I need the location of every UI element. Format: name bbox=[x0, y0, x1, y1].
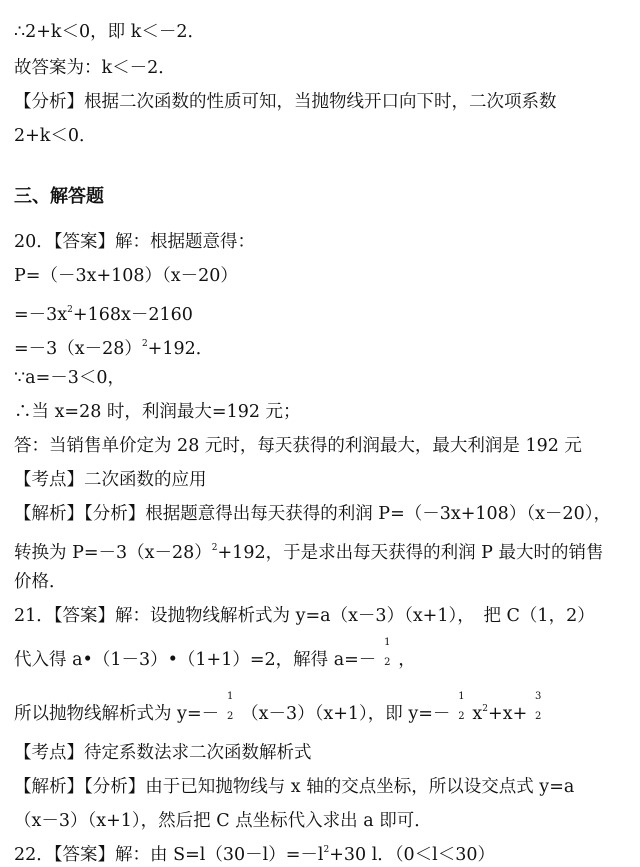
denominator: 2 bbox=[458, 710, 465, 722]
exponent: 2 bbox=[211, 543, 218, 553]
equation-part: +168x－2160 bbox=[72, 305, 193, 325]
explanation-line: 【解析】【分析】根据题意得出每天获得的利润 P=（－3x+108）（x－20）， bbox=[14, 504, 611, 524]
text-part: （x－3）（x+1），即 y=－ bbox=[241, 704, 451, 724]
text-part: 22．【答案】解：由 S=l（30－l）=－l bbox=[14, 845, 324, 865]
answer-20-title: 20．【答案】解：根据题意得： bbox=[14, 232, 256, 252]
numerator: 3 bbox=[535, 690, 542, 702]
knowledge-point-line: 【考点】待定系数法求二次函数解析式 bbox=[14, 743, 312, 763]
text-part: 代入得 a•（1－3）•（1+1）=2，解得 a=－ bbox=[14, 650, 377, 670]
answer-22-title bbox=[14, 838, 636, 867]
exponent: 2 bbox=[141, 339, 148, 349]
denominator: 2 bbox=[535, 710, 542, 722]
fraction bbox=[454, 690, 468, 727]
denominator: 2 bbox=[384, 656, 391, 668]
text-part: 转换为 P=－3（x－28） bbox=[14, 543, 212, 563]
equation-part: +192． bbox=[147, 339, 214, 359]
text-part: +x+ bbox=[488, 704, 528, 724]
knowledge-point-line: 【考点】二次函数的应用 bbox=[14, 470, 207, 490]
exponent: 2 bbox=[67, 305, 73, 315]
text-line: 故答案为：k＜－2． bbox=[14, 58, 176, 78]
equation-line: ∴当 x=28 时，利润最大=192 元； bbox=[14, 402, 301, 422]
explanation-line: 价格． bbox=[14, 572, 67, 592]
numerator: 1 bbox=[458, 690, 465, 702]
fraction bbox=[223, 690, 237, 727]
equation-line bbox=[14, 298, 636, 327]
equation-part: =－3x bbox=[14, 305, 68, 325]
equation-line bbox=[14, 690, 636, 727]
explanation-line: 【解析】【分析】由于已知抛物线与 x 轴的交点坐标，所以设交点式 y=a bbox=[14, 777, 575, 797]
equation-line bbox=[14, 636, 636, 673]
text-part: x bbox=[472, 704, 483, 724]
text-part: +30 l．（0＜l＜30） bbox=[329, 845, 496, 865]
equation-line: ∵a=－3＜0， bbox=[14, 368, 125, 388]
fraction bbox=[380, 636, 394, 673]
exponent: 2 bbox=[323, 845, 330, 855]
text-part: +192，于是求出每天获得的利润 P 最大时的销售 bbox=[217, 543, 604, 563]
denominator: 2 bbox=[226, 710, 234, 722]
analysis-line: 【分析】根据二次函数的性质可知，当抛物线开口向下时，二次项系数 bbox=[14, 92, 557, 112]
numerator: 1 bbox=[226, 690, 234, 702]
fraction bbox=[531, 690, 545, 727]
text-part: ， bbox=[398, 650, 416, 670]
section-heading: 三、解答题 bbox=[14, 186, 104, 207]
explanation-line: （x－3）（x+1），然后把 C 点坐标代入求出 a 即可． bbox=[14, 811, 432, 831]
exponent: 2 bbox=[482, 704, 489, 714]
answer-21-title: 21．【答案】解：设抛物线解析式为 y=a（x－3）（x+1）， 把 C（1，2） bbox=[14, 606, 595, 626]
explanation-line bbox=[14, 536, 636, 565]
numerator: 1 bbox=[384, 636, 391, 648]
equation-part: =－3（x－28） bbox=[14, 339, 142, 359]
equation-line: P=（－3x+108）（x－20） bbox=[14, 266, 238, 286]
equation-line bbox=[14, 332, 636, 361]
answer-line: 答：当销售单价定为 28 元时，每天获得的利润最大，最大利润是 192 元 bbox=[14, 436, 582, 456]
text-line: 2+k＜0． bbox=[14, 126, 97, 146]
text-line: ∴2+k＜0，即 k＜－2． bbox=[14, 22, 205, 42]
text-part: 所以抛物线解析式为 y=－ bbox=[14, 704, 220, 724]
